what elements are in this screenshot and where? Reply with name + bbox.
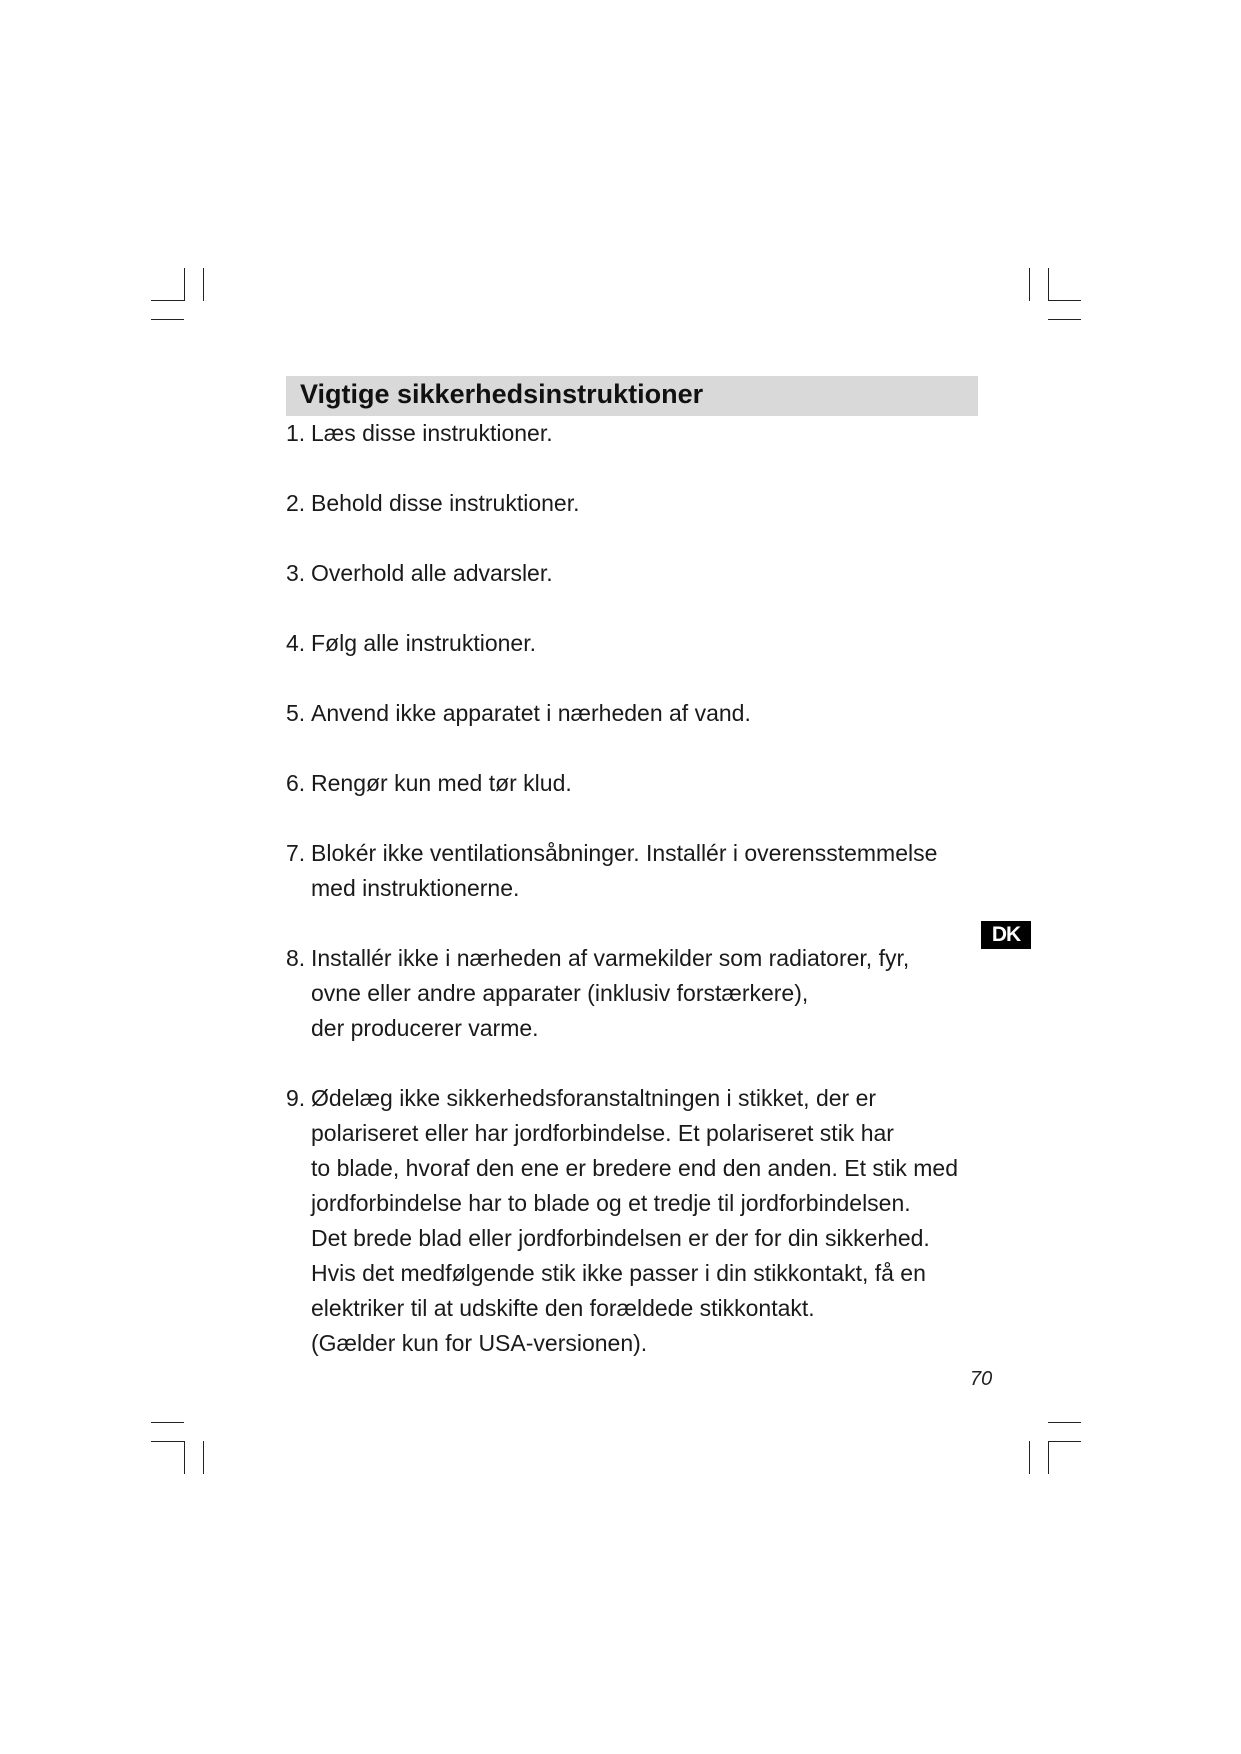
item-number: 4.: [286, 630, 306, 656]
crop-mark: [151, 1441, 184, 1442]
item-number: 2.: [286, 490, 306, 516]
item-number: 6.: [286, 770, 306, 796]
item-number: 5.: [286, 700, 306, 726]
item-number: 3.: [286, 560, 306, 586]
item-number: 1.: [286, 420, 306, 446]
item-number: 9.: [286, 1085, 306, 1111]
instruction-item: [286, 696, 986, 731]
instruction-item: [286, 626, 986, 661]
item-text: Overhold alle advarsler.: [311, 560, 553, 586]
item-text: to blade, hvoraf den ene er bredere end den anden. Et stik med: [311, 1155, 958, 1181]
item-text: Blokér ikke ventilationsåbninger. Installér i overensstemmelse: [311, 840, 938, 866]
item-text: Ødelæg ikke sikkerhedsforanstaltningen i stikket, der er: [311, 1085, 877, 1111]
item-text: (Gælder kun for USA-versionen).: [311, 1330, 648, 1356]
section-heading-bar: [286, 376, 978, 416]
item-text: Læs disse instruktioner.: [311, 420, 553, 446]
instruction-item: [286, 416, 986, 451]
crop-mark: [151, 300, 184, 301]
instruction-item: [286, 1081, 986, 1361]
item-text: Behold disse instruktioner.: [311, 490, 580, 516]
crop-mark: [151, 1422, 184, 1423]
page-number: 70: [970, 1368, 993, 1390]
crop-mark: [1048, 300, 1081, 301]
crop-mark: [184, 1441, 185, 1474]
crop-mark: [1048, 319, 1081, 320]
language-badge: DK: [981, 921, 1031, 949]
item-text: jordforbindelse har to blade og et tredje til jordforbindelsen.: [311, 1190, 911, 1216]
crop-mark: [1029, 268, 1030, 301]
instruction-item: [286, 836, 986, 906]
item-text: Følg alle instruktioner.: [311, 630, 536, 656]
section-heading: Vigtige sikkerhedsinstruktioner: [300, 379, 704, 409]
item-number: 7.: [286, 840, 306, 866]
crop-mark: [1048, 1441, 1049, 1474]
item-number: 8.: [286, 945, 306, 971]
item-text: der producerer varme.: [311, 1015, 539, 1041]
instruction-item: [286, 556, 986, 591]
item-text: Installér ikke i nærheden af varmekilder som radiatorer, fyr,: [311, 945, 910, 971]
crop-mark: [184, 268, 185, 301]
item-text: elektriker til at udskifte den forældede stikkontakt.: [311, 1295, 815, 1321]
crop-mark: [1048, 1422, 1081, 1423]
item-text: Det brede blad eller jordforbindelsen er der for din sikkerhed.: [311, 1225, 930, 1251]
item-text: Rengør kun med tør klud.: [311, 770, 572, 796]
item-text: polariseret eller har jordforbindelse. Et polariseret stik har: [311, 1120, 894, 1146]
instruction-item: [286, 766, 986, 801]
crop-mark: [151, 319, 184, 320]
item-text: Anvend ikke apparatet i nærheden af vand.: [311, 700, 751, 726]
crop-mark: [203, 1441, 204, 1474]
crop-mark: [1048, 1441, 1081, 1442]
instruction-item: [286, 941, 986, 1046]
item-text: ovne eller andre apparater (inklusiv forstærkere),: [311, 980, 809, 1006]
crop-mark: [203, 268, 204, 301]
item-text: Hvis det medfølgende stik ikke passer i din stikkontakt, få en: [311, 1260, 926, 1286]
crop-mark: [1029, 1441, 1030, 1474]
instruction-item: [286, 486, 986, 521]
crop-mark: [1048, 268, 1049, 301]
item-text: med instruktionerne.: [311, 875, 520, 901]
